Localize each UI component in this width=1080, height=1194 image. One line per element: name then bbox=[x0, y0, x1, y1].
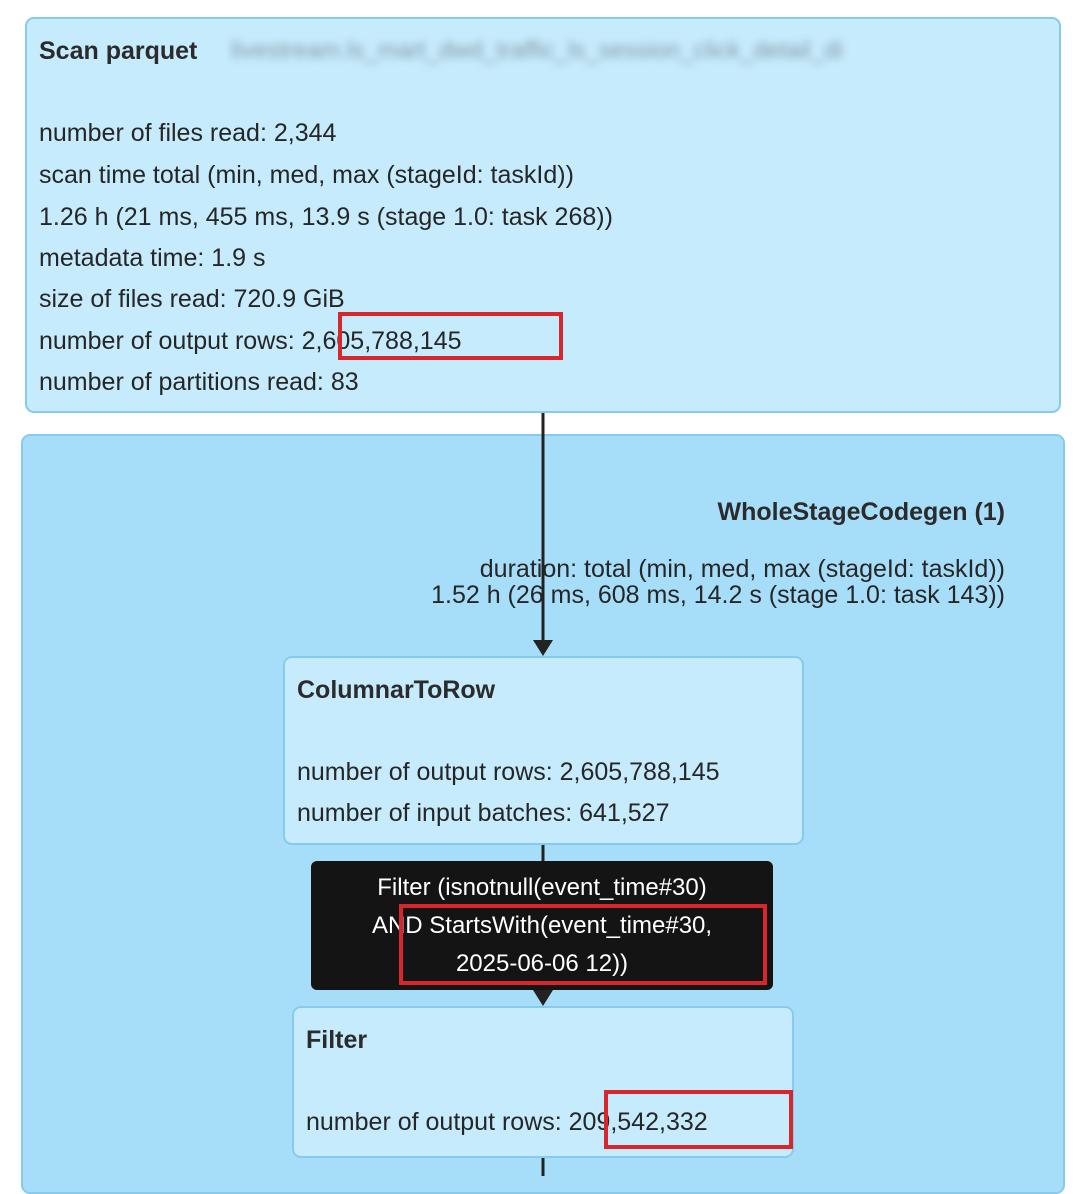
filter-tooltip-line-1: Filter (isnotnull(event_time#30) bbox=[377, 874, 707, 901]
metric-c2r-output-rows: number of output rows: 2,605,788,145 bbox=[297, 758, 720, 786]
columnar-to-row-title: ColumnarToRow bbox=[297, 676, 496, 704]
metric-scan-time-value: 1.26 h (21 ms, 455 ms, 13.9 s (stage 1.0: task 268)) bbox=[39, 203, 613, 231]
metric-files-read: number of files read: 2,344 bbox=[39, 119, 337, 147]
metric-c2r-input-batches: number of input batches: 641,527 bbox=[297, 799, 670, 827]
scan-table-name-blurred: livestream.ls_mart_dwd_traffic_ls_session_click_detail_di bbox=[231, 37, 843, 64]
columnar-to-row-node[interactable] bbox=[283, 656, 804, 845]
metric-partitions-read: number of partitions read: 83 bbox=[39, 368, 359, 396]
stage-duration-value: 1.52 h (26 ms, 608 ms, 14.2 s (stage 1.0: task 143)) bbox=[431, 581, 1005, 609]
whole-stage-codegen-title: WholeStageCodegen (1) bbox=[717, 498, 1005, 526]
highlight-filter-condition bbox=[399, 904, 767, 985]
metric-scan-time-label: scan time total (min, med, max (stageId: taskId)) bbox=[39, 161, 574, 189]
metric-size-files-read: size of files read: 720.9 GiB bbox=[39, 285, 345, 313]
filter-title: Filter bbox=[306, 1026, 368, 1054]
highlight-scan-output-rows bbox=[338, 312, 563, 360]
stage-duration-label: duration: total (min, med, max (stageId: taskId)) bbox=[479, 555, 1005, 583]
metric-metadata-time: metadata time: 1.9 s bbox=[39, 244, 266, 272]
metric-filter-output-rows: number of output rows: 209,542,332 bbox=[306, 1108, 708, 1136]
filter-tooltip-line-2: AND StartsWith(event_time#30, bbox=[371, 912, 713, 939]
filter-tooltip-line-3: 2025-06-06 12)) bbox=[455, 950, 629, 977]
highlight-filter-output-rows bbox=[604, 1090, 793, 1149]
scan-parquet-title: Scan parquet bbox=[39, 37, 198, 65]
metric-output-rows: number of output rows: 2,605,788,145 bbox=[39, 327, 462, 355]
